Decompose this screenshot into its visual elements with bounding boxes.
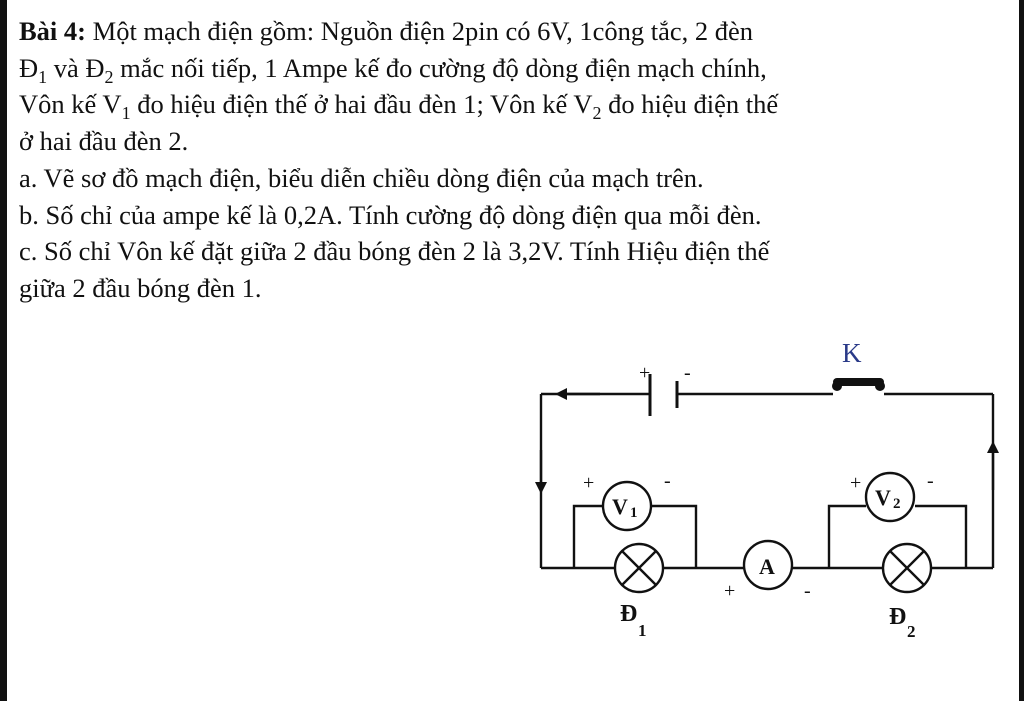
v1-sub-label: 1 — [630, 505, 638, 521]
voltmeter-v2 — [866, 473, 914, 521]
lamp1-label: Đ — [620, 601, 638, 627]
battery-symbol — [650, 374, 677, 416]
lamp2-subscript: 2 — [104, 66, 114, 87]
v1-label: V — [612, 494, 628, 519]
switch-k — [832, 378, 885, 391]
problem-label: Bài 4: — [19, 16, 86, 46]
lamp2-sub-label: 2 — [907, 622, 916, 641]
wire-v1-branch — [574, 506, 603, 568]
intro-line-4: ở hai đầu đèn 2. — [19, 126, 189, 157]
v2-subscript: 2 — [592, 103, 602, 124]
lamp-2 — [883, 544, 931, 592]
part-a: a. Vẽ sơ đồ mạch điện, biểu diễn chiều dòng điện của mạch trên. — [19, 162, 704, 193]
ammeter-plus-label: + — [724, 580, 736, 602]
v1-plus-label: + — [583, 472, 595, 494]
lamp1-symbol: Đ — [19, 52, 39, 83]
battery-plus-label: + — [639, 362, 651, 384]
intro-text-1: Một mạch điện gồm: Nguồn điện 2pin có 6V, 1công tắc, 2 đèn — [86, 16, 754, 46]
intro-text-2b: và Đ — [47, 52, 105, 83]
v1-subscript: 1 — [121, 103, 131, 124]
lamp2-label: Đ — [889, 604, 907, 630]
switch-label: K — [842, 338, 862, 368]
part-c-line-2: giữa 2 đầu bóng đèn 1. — [19, 272, 262, 303]
intro-text-3b: đo hiệu điện thế ở hai đầu đèn 1; Vôn kế V — [130, 89, 593, 120]
lamp-1 — [615, 544, 663, 592]
part-b: b. Số chỉ của ampe kế là 0,2A. Tính cường độ dòng điện qua mỗi đèn. — [19, 199, 762, 230]
voltmeter-v1 — [603, 482, 651, 530]
battery-minus-label: - — [684, 362, 691, 384]
v2-minus-label: - — [927, 470, 934, 492]
lamp1-sub-label: 1 — [638, 621, 647, 640]
intro-text-3a: Vôn kế V — [19, 89, 122, 120]
v2-plus-label: + — [850, 472, 862, 494]
v2-label: V — [875, 485, 891, 510]
lamp1-subscript: 1 — [38, 66, 48, 87]
v1-minus-label: - — [664, 470, 671, 492]
ammeter-label: A — [759, 554, 775, 579]
part-c-line-1: c. Số chỉ Vôn kế đặt giữa 2 đầu bóng đèn 2 là 3,2V. Tính Hiệu điện thế — [19, 236, 770, 267]
wire-v2-branch — [829, 506, 866, 568]
ammeter-minus-label: - — [804, 580, 811, 602]
intro-text-2c: mắc nối tiếp, 1 Ampe kế đo cường độ dòng điện mạch chính, — [113, 52, 767, 83]
ammeter — [744, 541, 792, 589]
v2-sub-label: 2 — [893, 496, 901, 512]
intro-text-3c: đo hiệu điện thế — [601, 89, 779, 120]
